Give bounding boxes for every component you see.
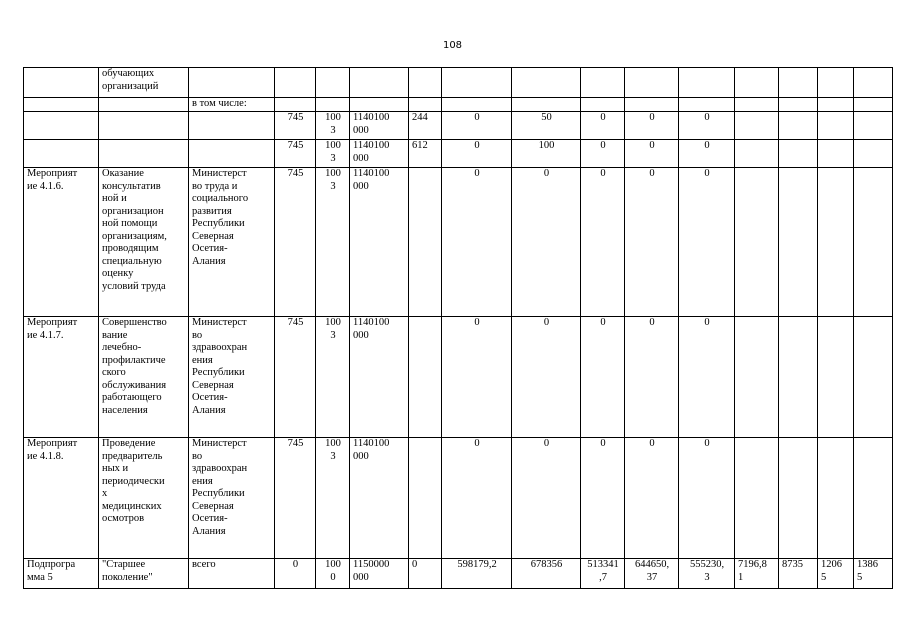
cell-section-code: 100 3 [316,112,350,140]
cell-measure-code: Мероприят ие 4.1.7. [24,317,99,438]
cell-grbs-code: 745 [275,112,316,140]
cell-year-8-value [818,317,854,438]
cell-year-5-value: 0 [679,112,735,140]
cell-measure-code [24,140,99,168]
cell-year-2-value: 100 [512,140,581,168]
cell-measure-name [99,98,189,112]
cell-year-1-value: 0 [442,317,512,438]
cell-year-4-value: 0 [625,140,679,168]
cell-section-code: 100 3 [316,438,350,559]
table-row [24,98,893,112]
cell-expense-type-code: 0 [409,559,442,589]
cell-grbs-code: 745 [275,140,316,168]
cell-year-2-value: 0 [512,168,581,317]
cell-year-6-value [735,112,779,140]
cell-year-1-value: 0 [442,140,512,168]
cell-year-4-value: 644650, 37 [625,559,679,589]
cell-year-7-value [779,168,818,317]
cell-year-8-value: 1206 5 [818,559,854,589]
cell-year-8-value [818,438,854,559]
cell-year-2-value: 0 [512,438,581,559]
cell-year-3-value: 0 [581,317,625,438]
cell-grbs-code [275,68,316,98]
cell-year-3-value: 513341 ,7 [581,559,625,589]
cell-year-3-value [581,98,625,112]
table-row [24,438,893,559]
cell-grbs-code [275,98,316,112]
cell-year-6-value [735,438,779,559]
cell-year-9-value [854,438,893,559]
cell-year-6-value [735,98,779,112]
cell-year-6-value [735,140,779,168]
cell-year-9-value [854,168,893,317]
page-number: 108 [442,40,463,51]
cell-section-code: 100 0 [316,559,350,589]
cell-measure-name: "Старшее поколение" [99,559,189,589]
cell-measure-code: Подпрогра мма 5 [24,559,99,589]
table-row [24,112,893,140]
cell-year-3-value: 0 [581,168,625,317]
cell-year-7-value [779,317,818,438]
cell-year-3-value: 0 [581,112,625,140]
cell-year-9-value [854,112,893,140]
cell-year-9-value [854,317,893,438]
cell-year-9-value [854,68,893,98]
cell-year-5-value: 555230, 3 [679,559,735,589]
cell-grbs-code: 745 [275,317,316,438]
cell-year-2-value: 678356 [512,559,581,589]
cell-year-7-value: 8735 [779,559,818,589]
cell-executor [189,140,275,168]
cell-year-9-value [854,140,893,168]
cell-measure-name: Проведение предваритель ных и периодически х медицинских осмотров [99,438,189,559]
cell-target-article-code [350,98,409,112]
cell-year-4-value [625,68,679,98]
cell-year-7-value [779,140,818,168]
cell-target-article-code: 1150000 000 [350,559,409,589]
cell-year-3-value [581,68,625,98]
cell-executor: в том числе: [189,98,275,112]
cell-measure-name [99,140,189,168]
cell-section-code [316,98,350,112]
cell-year-7-value [779,112,818,140]
cell-section-code: 100 3 [316,317,350,438]
cell-year-6-value [735,68,779,98]
cell-expense-type-code [409,98,442,112]
cell-expense-type-code [409,68,442,98]
cell-year-4-value [625,98,679,112]
cell-year-3-value: 0 [581,438,625,559]
cell-year-6-value: 7196,8 1 [735,559,779,589]
cell-expense-type-code [409,168,442,317]
cell-year-4-value: 0 [625,112,679,140]
cell-year-5-value: 0 [679,140,735,168]
cell-measure-code [24,98,99,112]
cell-measure-code [24,112,99,140]
cell-section-code: 100 3 [316,140,350,168]
cell-year-8-value [818,168,854,317]
cell-executor: Министерст во труда и социального развития Республики Северная Осетия- Алания [189,168,275,317]
cell-year-1-value: 0 [442,168,512,317]
cell-year-5-value [679,98,735,112]
cell-year-2-value: 0 [512,317,581,438]
table-row [24,317,893,438]
cell-measure-code: Мероприят ие 4.1.8. [24,438,99,559]
cell-target-article-code: 1140100 000 [350,112,409,140]
budget-table [23,67,893,589]
cell-year-1-value: 598179,2 [442,559,512,589]
cell-year-2-value: 50 [512,112,581,140]
cell-year-5-value: 0 [679,317,735,438]
cell-target-article-code: 1140100 000 [350,317,409,438]
cell-measure-code: Мероприят ие 4.1.6. [24,168,99,317]
cell-year-2-value [512,98,581,112]
table-row [24,140,893,168]
cell-measure-name: обучающих организаций [99,68,189,98]
cell-year-3-value: 0 [581,140,625,168]
cell-year-9-value: 1386 5 [854,559,893,589]
cell-target-article-code: 1140100 000 [350,140,409,168]
cell-target-article-code [350,68,409,98]
cell-executor: Министерст во здравоохран ения Республики Северная Осетия- Алания [189,438,275,559]
cell-grbs-code: 0 [275,559,316,589]
cell-executor: Министерст во здравоохран ения Республики Северная Осетия- Алания [189,317,275,438]
cell-year-1-value: 0 [442,112,512,140]
cell-expense-type-code [409,438,442,559]
cell-expense-type-code [409,317,442,438]
cell-executor [189,112,275,140]
cell-year-7-value [779,98,818,112]
cell-section-code: 100 3 [316,168,350,317]
cell-year-1-value: 0 [442,438,512,559]
table-row [24,168,893,317]
cell-measure-name: Оказание консультатив ной и организацион ной помощи организациям, проводящим специальную оценку условий труда [99,168,189,317]
cell-target-article-code: 1140100 000 [350,438,409,559]
cell-year-5-value [679,68,735,98]
cell-year-9-value [854,98,893,112]
cell-year-4-value: 0 [625,438,679,559]
cell-year-1-value [442,98,512,112]
cell-year-5-value: 0 [679,438,735,559]
cell-year-4-value: 0 [625,317,679,438]
cell-measure-name: Совершенство вание лечебно- профилактиче ского обслуживания работающего населения [99,317,189,438]
cell-year-8-value [818,68,854,98]
cell-measure-name [99,112,189,140]
cell-expense-type-code: 244 [409,112,442,140]
table-row [24,559,893,589]
cell-target-article-code: 1140100 000 [350,168,409,317]
cell-year-8-value [818,112,854,140]
cell-executor: всего [189,559,275,589]
cell-year-7-value [779,438,818,559]
cell-measure-code [24,68,99,98]
cell-year-8-value [818,140,854,168]
cell-year-4-value: 0 [625,168,679,317]
cell-year-6-value [735,317,779,438]
cell-section-code [316,68,350,98]
cell-year-7-value [779,68,818,98]
cell-year-6-value [735,168,779,317]
cell-year-1-value [442,68,512,98]
cell-expense-type-code: 612 [409,140,442,168]
table-row [24,68,893,98]
cell-year-5-value: 0 [679,168,735,317]
cell-executor [189,68,275,98]
cell-grbs-code: 745 [275,438,316,559]
cell-grbs-code: 745 [275,168,316,317]
cell-year-2-value [512,68,581,98]
cell-year-8-value [818,98,854,112]
